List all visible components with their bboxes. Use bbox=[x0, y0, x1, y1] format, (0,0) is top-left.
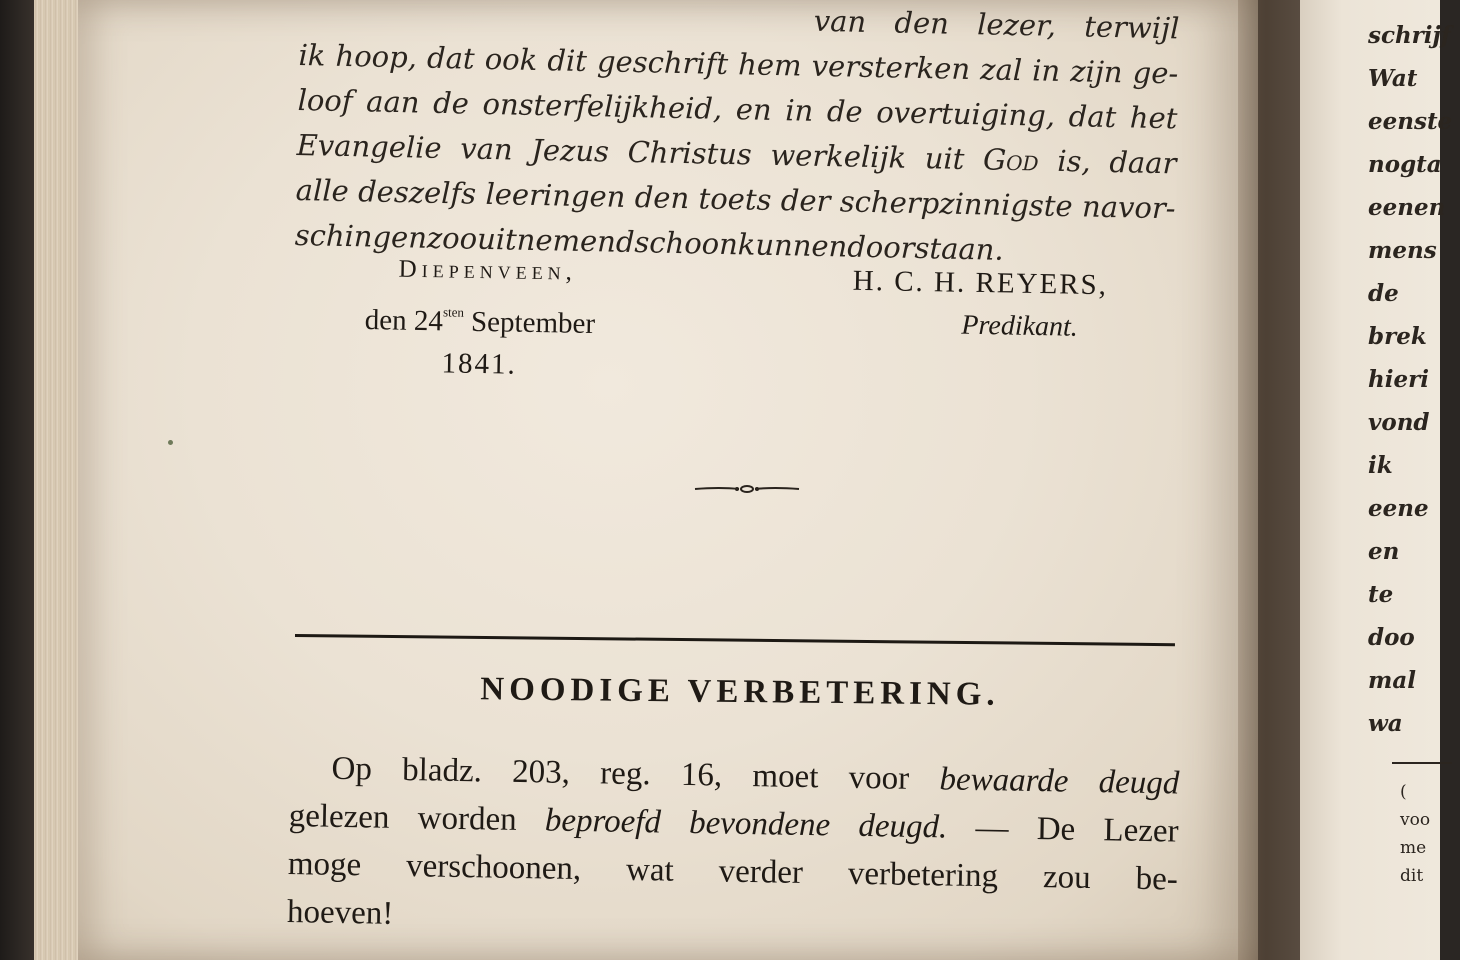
signature-place-date bbox=[299, 247, 661, 388]
right-page-footnote-rule bbox=[1392, 762, 1452, 764]
paragraph-word: uit bbox=[924, 141, 965, 176]
errata-word: verschoonen, bbox=[405, 848, 582, 888]
paragraph-word: God bbox=[982, 142, 1040, 178]
errata-word: De bbox=[1036, 811, 1076, 848]
paragraph-word: lezer, bbox=[976, 7, 1057, 43]
paragraph-word: hoop, bbox=[335, 38, 418, 75]
errata-word: wat bbox=[625, 851, 675, 889]
date-prefix: den 24 bbox=[364, 303, 444, 338]
paragraph-word: toets bbox=[698, 181, 772, 217]
errata-word: bewaarde bbox=[939, 761, 1069, 800]
paragraph-word: deszelfs bbox=[357, 174, 477, 211]
paragraph-word: der bbox=[780, 183, 831, 219]
paragraph-word: den bbox=[634, 180, 690, 216]
right-footnote-fragment: me bbox=[1400, 838, 1427, 858]
paragraph-word: doorstaan. bbox=[846, 229, 1004, 267]
right-page-fragment: schrijf bbox=[1368, 22, 1451, 49]
errata-word: moge bbox=[287, 845, 362, 884]
right-page-fragment: Wat bbox=[1368, 65, 1418, 92]
errata-word: voor bbox=[848, 759, 910, 797]
signer-name: H. C. H. REYERS, bbox=[852, 264, 1109, 302]
errata-word: deugd. bbox=[858, 807, 948, 846]
right-page-text bbox=[1368, 14, 1453, 745]
errata-word: hoeven! bbox=[286, 893, 394, 932]
right-page-fragment: hieri bbox=[1368, 366, 1429, 393]
paragraph-word: ook bbox=[484, 41, 538, 77]
paragraph-word: ik bbox=[298, 37, 326, 73]
paragraph-word: uitnemend bbox=[476, 221, 635, 260]
paragraph-word: versterken bbox=[811, 48, 971, 87]
paragraph-word: werkelijk bbox=[770, 137, 907, 175]
paragraph-word: in bbox=[1031, 53, 1061, 88]
errata-word: reg. bbox=[599, 755, 651, 793]
paragraph-word: zijn bbox=[1069, 54, 1123, 90]
paragraph-word: den bbox=[894, 5, 950, 41]
paragraph-word: dit bbox=[547, 43, 588, 79]
paragraph-word: overtuiging, bbox=[875, 95, 1056, 133]
signer-role: Predikant. bbox=[961, 309, 1079, 343]
errata-word: deugd bbox=[1098, 764, 1180, 802]
right-page-fragment: ik bbox=[1368, 452, 1393, 479]
errata-word: verbetering bbox=[847, 855, 999, 895]
errata-word: gelezen bbox=[288, 797, 390, 836]
right-page-fragment: eenste bbox=[1368, 108, 1453, 135]
paragraph-word: Jezus bbox=[531, 132, 610, 169]
right-page-fragment: mens bbox=[1368, 237, 1437, 264]
paragraph-word: zal bbox=[979, 52, 1023, 88]
paragraph-word: onsterfelijkheid, bbox=[482, 86, 723, 126]
errata-word: worden bbox=[417, 800, 517, 838]
right-footnote-fragment: ( bbox=[1400, 782, 1407, 802]
paragraph-word: de bbox=[432, 85, 470, 121]
paragraph-word: van bbox=[813, 3, 867, 39]
errata-word: — bbox=[975, 809, 1009, 847]
right-page-fragment: brek bbox=[1368, 323, 1427, 350]
errata-text bbox=[287, 744, 1180, 952]
date-month: September bbox=[470, 305, 596, 341]
errata-word: moet bbox=[752, 758, 819, 796]
paragraph-word: ge- bbox=[1132, 55, 1179, 91]
errata-word: 203, bbox=[511, 753, 571, 791]
paragraph-word: van bbox=[459, 131, 514, 167]
errata-word: bevondene bbox=[688, 804, 831, 844]
paragraph-word: schoon bbox=[634, 225, 739, 262]
right-page-fragment: en bbox=[1368, 538, 1400, 565]
signature-author bbox=[809, 259, 1150, 351]
paragraph-word: dat bbox=[1068, 99, 1117, 135]
right-page-fragment: mal bbox=[1368, 667, 1416, 694]
right-page-fragment: te bbox=[1368, 581, 1394, 608]
right-page-footnote bbox=[1400, 778, 1460, 890]
right-page-fragment: de bbox=[1368, 280, 1399, 307]
ink-spot bbox=[168, 440, 173, 445]
paragraph-word: de bbox=[826, 94, 863, 129]
paragraph-word: zoo bbox=[426, 220, 478, 256]
date-suffix: sten bbox=[442, 304, 465, 320]
errata-word: Lezer bbox=[1103, 812, 1179, 850]
right-page-fragment: doo bbox=[1368, 624, 1415, 651]
paragraph-word: loof bbox=[297, 82, 353, 119]
errata-word: beproefd bbox=[544, 802, 662, 841]
signature-year: 1841. bbox=[441, 347, 518, 381]
paragraph-word: dat bbox=[426, 40, 475, 76]
paragraph-word: daar bbox=[1109, 144, 1177, 181]
paragraph-word: is, bbox=[1057, 143, 1092, 179]
errata-word: verder bbox=[718, 853, 804, 891]
right-page-fragment: eenen bbox=[1368, 194, 1446, 221]
paragraph-word: Christus bbox=[627, 134, 753, 172]
paragraph-word: en bbox=[735, 92, 772, 127]
right-footnote-fragment: voo bbox=[1400, 810, 1431, 830]
errata-word: zou bbox=[1042, 859, 1092, 896]
paragraph-word: Evangelie bbox=[296, 127, 443, 165]
page-edges bbox=[34, 0, 84, 960]
right-page-fragment: nogta bbox=[1368, 151, 1442, 178]
paragraph-word: hem bbox=[737, 47, 802, 83]
errata-word: bladz. bbox=[401, 751, 483, 790]
ornament-icon bbox=[693, 478, 801, 500]
paragraph-word: navor- bbox=[1081, 189, 1176, 226]
errata-word: be- bbox=[1135, 860, 1179, 898]
paragraph-word: in bbox=[784, 93, 814, 128]
errata-heading: NOODIGE VERBETERING. bbox=[480, 671, 1000, 713]
right-page-fragment: eene bbox=[1368, 495, 1429, 522]
right-page-fragment: vond bbox=[1368, 409, 1430, 436]
paragraph-word: kunnen bbox=[737, 227, 848, 264]
errata-word: Op bbox=[331, 750, 373, 788]
paragraph-word: geschrift bbox=[596, 44, 729, 81]
book-gutter bbox=[1238, 0, 1308, 960]
paragraph-word: schingen bbox=[294, 217, 428, 255]
paragraph-word: alle bbox=[295, 172, 350, 209]
paragraph-word: terwijl bbox=[1083, 9, 1180, 46]
errata-word: 16, bbox=[680, 756, 723, 794]
right-page-fragment: wa bbox=[1368, 710, 1403, 737]
signature-date bbox=[300, 289, 661, 346]
closing-paragraph bbox=[294, 0, 1179, 276]
signature-place: Diepenveen, bbox=[398, 255, 578, 286]
right-footnote-fragment: dit bbox=[1400, 866, 1424, 886]
paragraph-word: scherpzinnigste bbox=[839, 184, 1074, 224]
paragraph-word: leeringen bbox=[485, 176, 626, 214]
paragraph-word: het bbox=[1129, 100, 1178, 136]
paragraph-word: aan bbox=[365, 84, 420, 120]
